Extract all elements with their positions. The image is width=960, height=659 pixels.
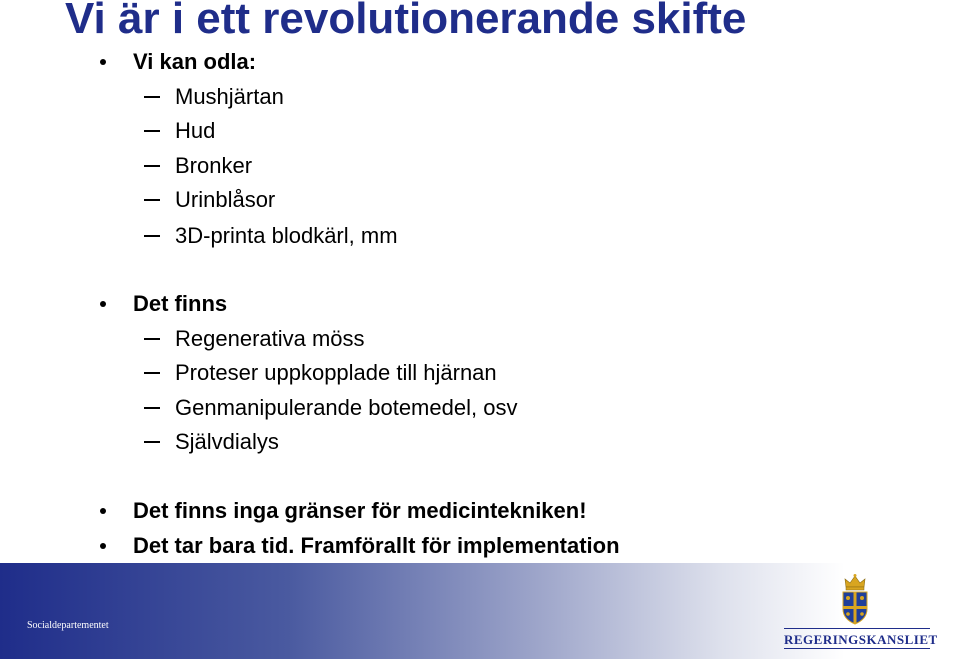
dash-icon [144, 165, 160, 167]
sub-item-text: 3D-printa blodkärl, mm [175, 223, 398, 248]
sub-item-text: Genmanipulerande botemedel, osv [175, 395, 518, 420]
sub-item-text: Urinblåsor [175, 187, 276, 212]
dash-icon [144, 96, 160, 98]
bullet-dot-icon [100, 508, 106, 514]
bullet-closing-text: Det finns inga gränser för medicintekniken! [133, 498, 587, 523]
dash-icon [144, 199, 160, 201]
sub-item-text: Mushjärtan [175, 84, 284, 109]
sub-item-text: Regenerativa möss [175, 326, 365, 351]
department-name: Socialdepartementet [27, 620, 109, 631]
regeringskansliet-logo [782, 573, 938, 653]
logo-rule-top [784, 628, 930, 629]
dash-icon [144, 235, 160, 237]
sub-item-text: Bronker [175, 153, 253, 178]
dash-icon [144, 130, 160, 132]
sub-item-text: Proteser uppkopplade till hjärnan [175, 360, 497, 385]
sub-item-text: Självdialys [175, 429, 279, 454]
crown-shield-icon [840, 573, 870, 627]
bullet-dot-icon [100, 59, 106, 65]
dash-icon [144, 441, 160, 443]
slide-title: Vi är i ett revolutionerande skifte [65, 0, 747, 43]
dash-icon [144, 372, 160, 374]
logo-text: REGERINGSKANSLIET [784, 632, 938, 647]
dash-icon [144, 407, 160, 409]
sub-item-text: Hud [175, 118, 216, 143]
footer-band [0, 563, 960, 659]
bullet-closing-text: Det tar bara tid. Framförallt för implementation [133, 533, 620, 558]
bullet-heading: Det finns [133, 291, 228, 316]
dash-icon [144, 338, 160, 340]
logo-rule-bottom [784, 648, 930, 649]
bullet-heading: Vi kan odla: [133, 49, 257, 74]
bullet-dot-icon [100, 301, 106, 307]
bullet-dot-icon [100, 543, 106, 549]
